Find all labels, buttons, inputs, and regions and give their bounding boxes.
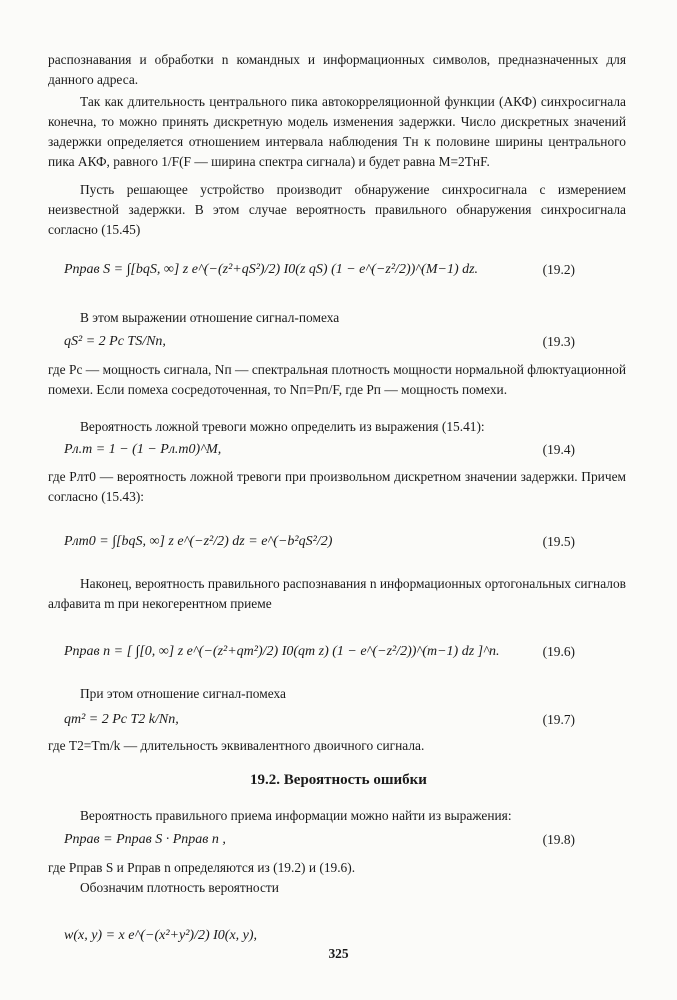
paragraph-1: распознавания и обработки n командных и информационных символов, предназначенных для данного адреса. [48, 52, 626, 87]
equation-19-5: Pлт0 = ∫[bqS, ∞] z e^(−z²/2) dz = e^(−b²qS²/2) (19.5) [64, 534, 575, 549]
paragraph-12: где Pправ S и Pправ n определяются из (19.2) и (19.6). [48, 860, 356, 875]
paragraph-7: где Pлт0 — вероятность ложной тревоги при произвольном дискретном значении задержки. Причем согласно (15.43): [48, 469, 626, 504]
equation-number: (19.2) [542, 262, 575, 277]
equation-19-6: Pправ n = [ ∫[0, ∞] z e^(−(z²+qm²)/2) I0(qm z) (1 − e^(−z²/2))^(m−1) dz ]^n. (19.6) [64, 644, 575, 659]
equation-number: (19.7) [542, 712, 575, 727]
paragraph-2: Так как длительность центрального пика автокорреляционной функции (АКФ) синхросигнала конечна, то можно принять дискретную модель изменения задержки. Число дискретных значений задержки определяется отношением интервала наблюдения Tн к половине ширины центрального пика АКФ, равного 1/F(F — ширина спектра сигнала) и будет равна M=2TнF. [48, 94, 626, 169]
paragraph-4: В этом выражении отношение сигнал-помеха [80, 310, 340, 325]
paragraph-11: Вероятность правильного приема информации можно найти из выражения: [80, 808, 512, 823]
section-heading: 19.2. Вероятность ошибки [250, 772, 427, 788]
paragraph-9: При этом отношение сигнал-помеха [80, 686, 286, 701]
paragraph-8: Наконец, вероятность правильного распознавания n информационных ортогональных сигналов алфавита m при некогерентном приеме [48, 576, 626, 611]
equation-density: w(x, y) = x e^(−(x²+y²)/2) I0(x, y), [64, 928, 258, 943]
equation-19-4: Pл.т = 1 − (1 − Pл.т0)^M, (19.4) [64, 442, 575, 457]
equation-19-8: Pправ = Pправ S · Pправ n , (19.8) [64, 832, 575, 847]
page-number: 325 [328, 946, 349, 961]
paragraph-13: Обозначим плотность вероятности [80, 880, 279, 895]
equation-number: (19.5) [542, 534, 575, 549]
equation-19-7: qm² = 2 Pc T2 k/Nп, (19.7) [64, 712, 575, 727]
equation-number: (19.3) [542, 334, 575, 349]
equation-19-2: Pправ S = ∫[bqS, ∞] z e^(−(z²+qS²)/2) I0(z qS) (1 − e^(−z²/2))^(M−1) dz. (19.2) [64, 262, 575, 277]
paragraph-6: Вероятность ложной тревоги можно определить из выражения (15.41): [80, 419, 485, 434]
equation-19-3: qS² = 2 Pc TS/Nп, (19.3) [64, 334, 575, 349]
paragraph-10: где T2=Tm/k — длительность эквивалентного двоичного сигнала. [48, 738, 425, 753]
equation-number: (19.6) [542, 644, 575, 659]
equation-number: (19.8) [542, 832, 575, 847]
paragraph-5: где Pc — мощность сигнала, Nп — спектральная плотность мощности нормальной флюктуационной помехи. Если помеха сосредоточенная, то Nп=Pп/F, где Pп — мощность помехи. [48, 362, 626, 397]
paragraph-3: Пусть решающее устройство производит обнаружение синхросигнала с измерением неизвестной задержки. В этом случае вероятность правильного обнаружения синхросигнала согласно (15.45) [48, 182, 626, 237]
equation-number: (19.4) [542, 442, 575, 457]
